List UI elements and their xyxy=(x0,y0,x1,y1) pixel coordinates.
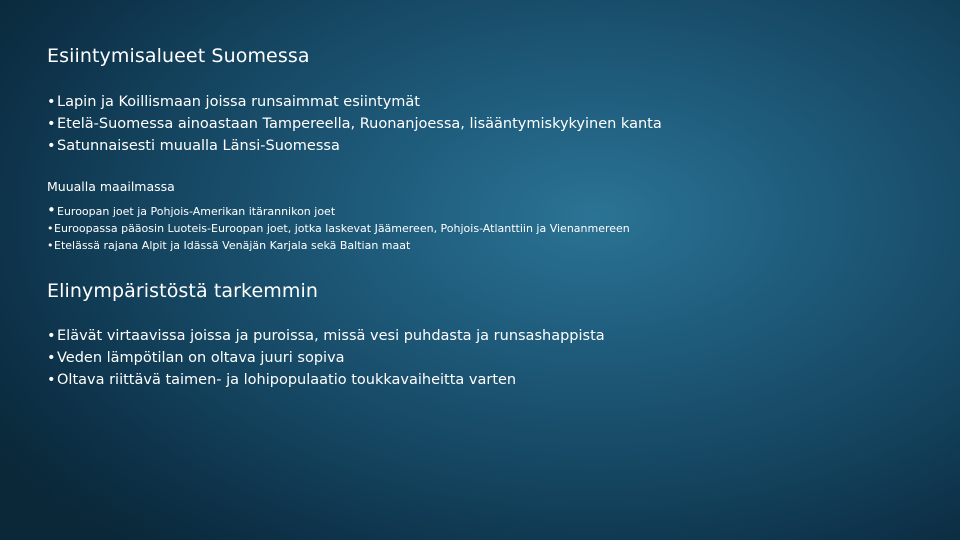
list-item: •Euroopan joet ja Pohjois-Amerikan itärannikon joet xyxy=(47,201,336,219)
list-item: •Oltava riittävä taimen- ja lohipopulaatio toukkavaiheitta varten xyxy=(47,372,517,388)
finland-list xyxy=(47,91,662,157)
section-title-finland: Esiintymisalueet Suomessa xyxy=(47,45,310,67)
list-item: •Euroopassa pääosin Luoteis-Euroopan joet, jotka laskevat Jäämereen, Pohjois-Atlanttiin ja Vienanmereen xyxy=(47,222,630,235)
section-title-habitat: Elinympäristöstä tarkemmin xyxy=(47,280,319,302)
list-item: •Lapin ja Koillismaan joissa runsaimmat esiintymät xyxy=(47,94,420,110)
section-title-world: Muualla maailmassa xyxy=(47,179,175,194)
list-item: •Satunnaisesti muualla Länsi-Suomessa xyxy=(47,138,340,154)
list-item: •Etelä-Suomessa ainoastaan Tampereella, Ruonanjoessa, lisääntymiskykyinen kanta xyxy=(47,116,662,132)
list-item: •Elävät virtaavissa joissa ja puroissa, missä vesi puhdasta ja runsashappista xyxy=(47,328,605,344)
list-item: •Etelässä rajana Alpit ja Idässä Venäjän Karjala sekä Baltian maat xyxy=(47,239,411,252)
list-item: •Veden lämpötilan on oltava juuri sopiva xyxy=(47,350,345,366)
world-list xyxy=(47,202,630,254)
habitat-list xyxy=(47,325,605,391)
